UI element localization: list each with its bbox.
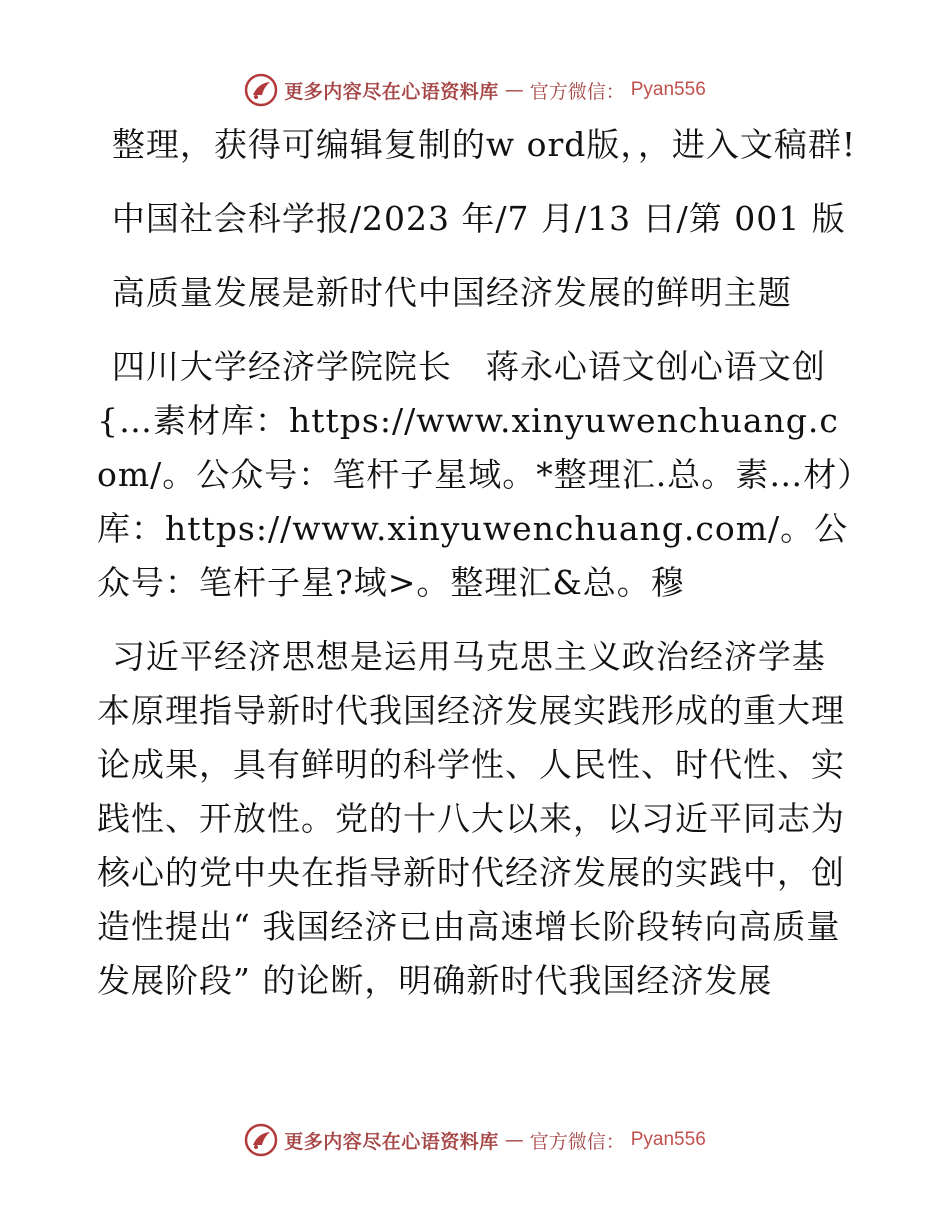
watermark-site-text: 更多内容尽在心语资料库 bbox=[284, 80, 499, 103]
header-watermark bbox=[0, 70, 950, 110]
watermark-wechat-id: Pyan556 bbox=[630, 1129, 706, 1150]
paragraph-body: 习近平经济思想是运用马克思主义政治经济学基本原理指导新时代我国经济发展实践形成的重大理论成果，具有鲜明的科学性、人民性、时代性、实践性、开放性。党的十八大以来，以习近平同志为核心的党中央在指导新时代经济发展的实践中，创造性提出“ 我国经济已由高速增长阶段转向高质量发展阶段” 的论断，明确新时代我国经济发展 bbox=[97, 637, 845, 1000]
document-body bbox=[97, 118, 857, 1008]
footer-watermark bbox=[0, 1120, 950, 1160]
watermark-dash: — bbox=[504, 1129, 524, 1151]
watermark-label: 官方微信： bbox=[529, 80, 625, 103]
watermark-site-text: 更多内容尽在心语资料库 bbox=[284, 1130, 499, 1153]
watermark-dash: — bbox=[504, 79, 524, 101]
paragraph-source: 中国社会科学报/2023 年/7 月/13 日/第 001 版 bbox=[111, 199, 846, 238]
brand-logo-icon bbox=[244, 73, 278, 107]
paragraph-author: 四川大学经济学院院长 蒋永心语文创心语文创{…素材库：https://www.xinyuwenchuang.com/。公众号：笔杆子星域。*整理汇.总。素…材）库：https://www.xinyuwenchuang.com/。公众号：笔杆子星?域>。整理汇&总。穆 bbox=[97, 347, 855, 602]
watermark-label: 官方微信： bbox=[529, 1130, 625, 1153]
paragraph-note: 整理，获得可编辑复制的w ord版，，进入文稿群! bbox=[111, 125, 857, 164]
watermark-wechat-id: Pyan556 bbox=[630, 79, 706, 100]
brand-logo-icon bbox=[244, 1123, 278, 1157]
article-title: 高质量发展是新时代中国经济发展的鲜明主题 bbox=[111, 273, 792, 312]
